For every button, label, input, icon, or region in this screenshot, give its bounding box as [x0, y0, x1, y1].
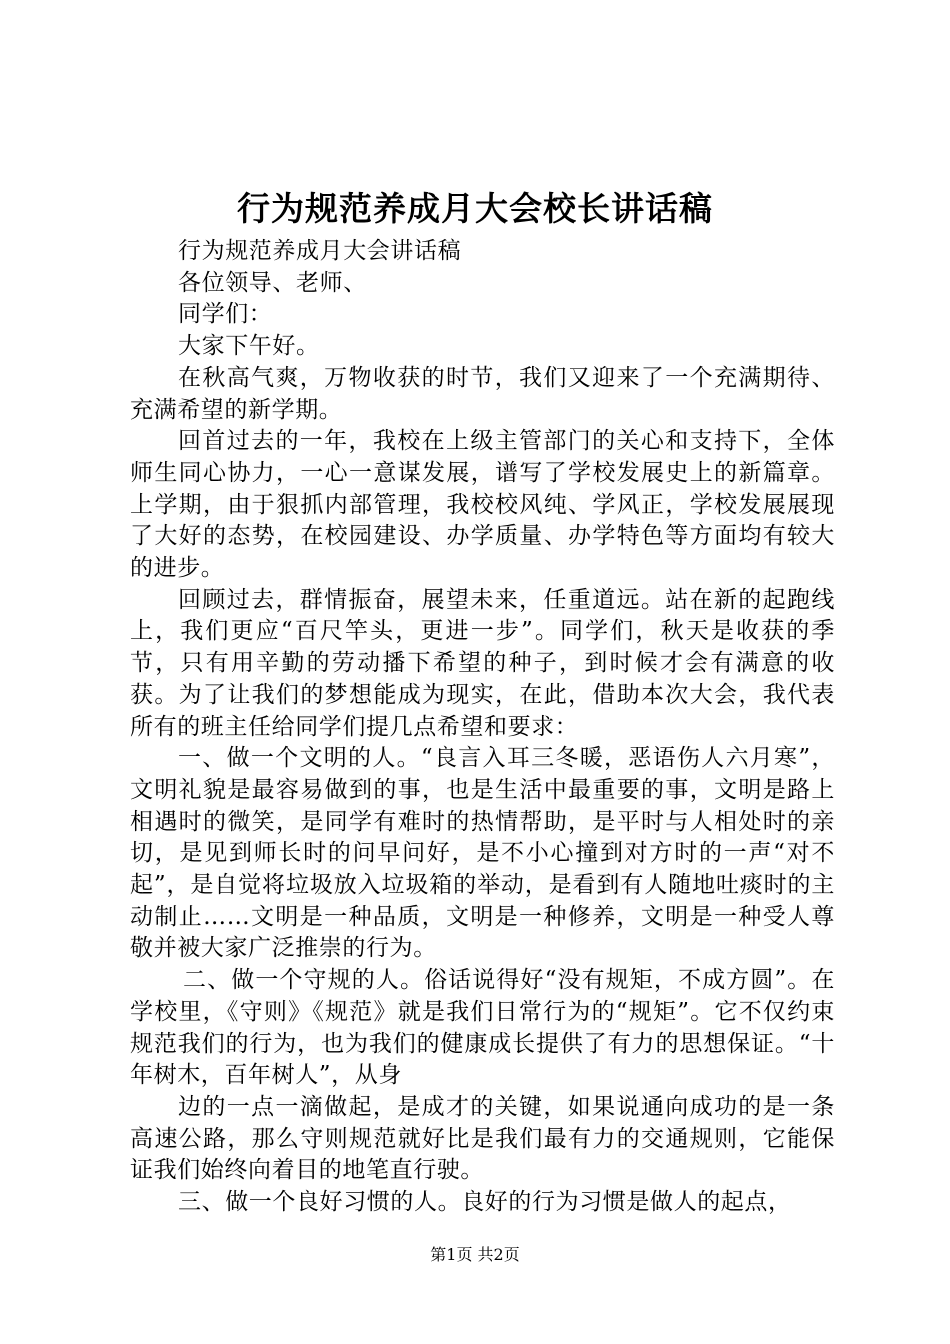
salutation-leaders: 各位领导、老师、 — [178, 269, 367, 296]
paragraph-point-two: 二、做一个守规的人。俗话说得好“没有规矩，不成方圆”。在学校里，《守则》《规范》就是我们日常行为的“规矩”。它不仅约束规范我们的行为，也为我们的健康成长提供了有力的思想保证。“十年树木，百年树人”，从身 — [130, 967, 835, 1089]
paragraph-point-two-continued: 边的一点一滴做起，是成才的关键，如果说通向成功的是一条高速公路，那么守则规范就好比是我们最有力的交通规则，它能保证我们始终向着目的地笔直行驶。 — [130, 1093, 835, 1184]
greeting: 大家下午好。 — [178, 333, 320, 360]
speech-heading: 行为规范养成月大会讲话稿 — [178, 238, 462, 264]
document-body — [130, 236, 835, 1219]
paragraph-opening: 在秋高气爽，万物收获的时节，我们又迎来了一个充满期待、充满希望的新学期。 — [130, 364, 835, 423]
paragraph-point-three: 三、做一个良好习惯的人。良好的行为习惯是做人的起点， — [178, 1189, 792, 1216]
paragraph-review: 回首过去的一年，我校在上级主管部门的关心和支持下，全体师生同心协力，一心一意谋发展，谱写了学校发展史上的新篇章。上学期，由于狠抓内部管理，我校校风纯、学风正，学校发展展现了大好的态势，在校园建设、办学质量、办学特色等方面均有较大的进步。 — [130, 428, 835, 582]
document-title: 行为规范养成月大会校长讲话稿 — [237, 189, 713, 228]
page-number-footer: 第1页 共2页 — [430, 1245, 520, 1264]
paragraph-point-one: 一、做一个文明的人。“良言入耳三冬暖，恶语伤人六月寒”，文明礼貌是最容易做到的事，也是生活中最重要的事，文明是路上相遇时的微笑，是同学有难时的热情帮助，是平时与人相处时的亲切，是见到师长时的问早问好，是不小心撞到对方时的一声“对不起”，是自觉将垃圾放入垃圾箱的举动，是看到有人随地吐痰时的主动制止……文明是一种品质，文明是一种修养，文明是一种受人尊敬并被大家广泛推崇的行为。 — [130, 745, 835, 962]
paragraph-outlook: 回顾过去，群情振奋，展望未来，任重道远。站在新的起跑线上，我们更应“百尺竿头，更进一步”。同学们，秋天是收获的季节，只有用辛勤的劳动播下希望的种子，到时候才会有满意的收获。为了让我们的梦想能成为现实，在此，借助本次大会，我代表所有的班主任给同学们提几点希望和要求： — [130, 586, 835, 740]
salutation-students: 同学们： — [178, 301, 273, 328]
